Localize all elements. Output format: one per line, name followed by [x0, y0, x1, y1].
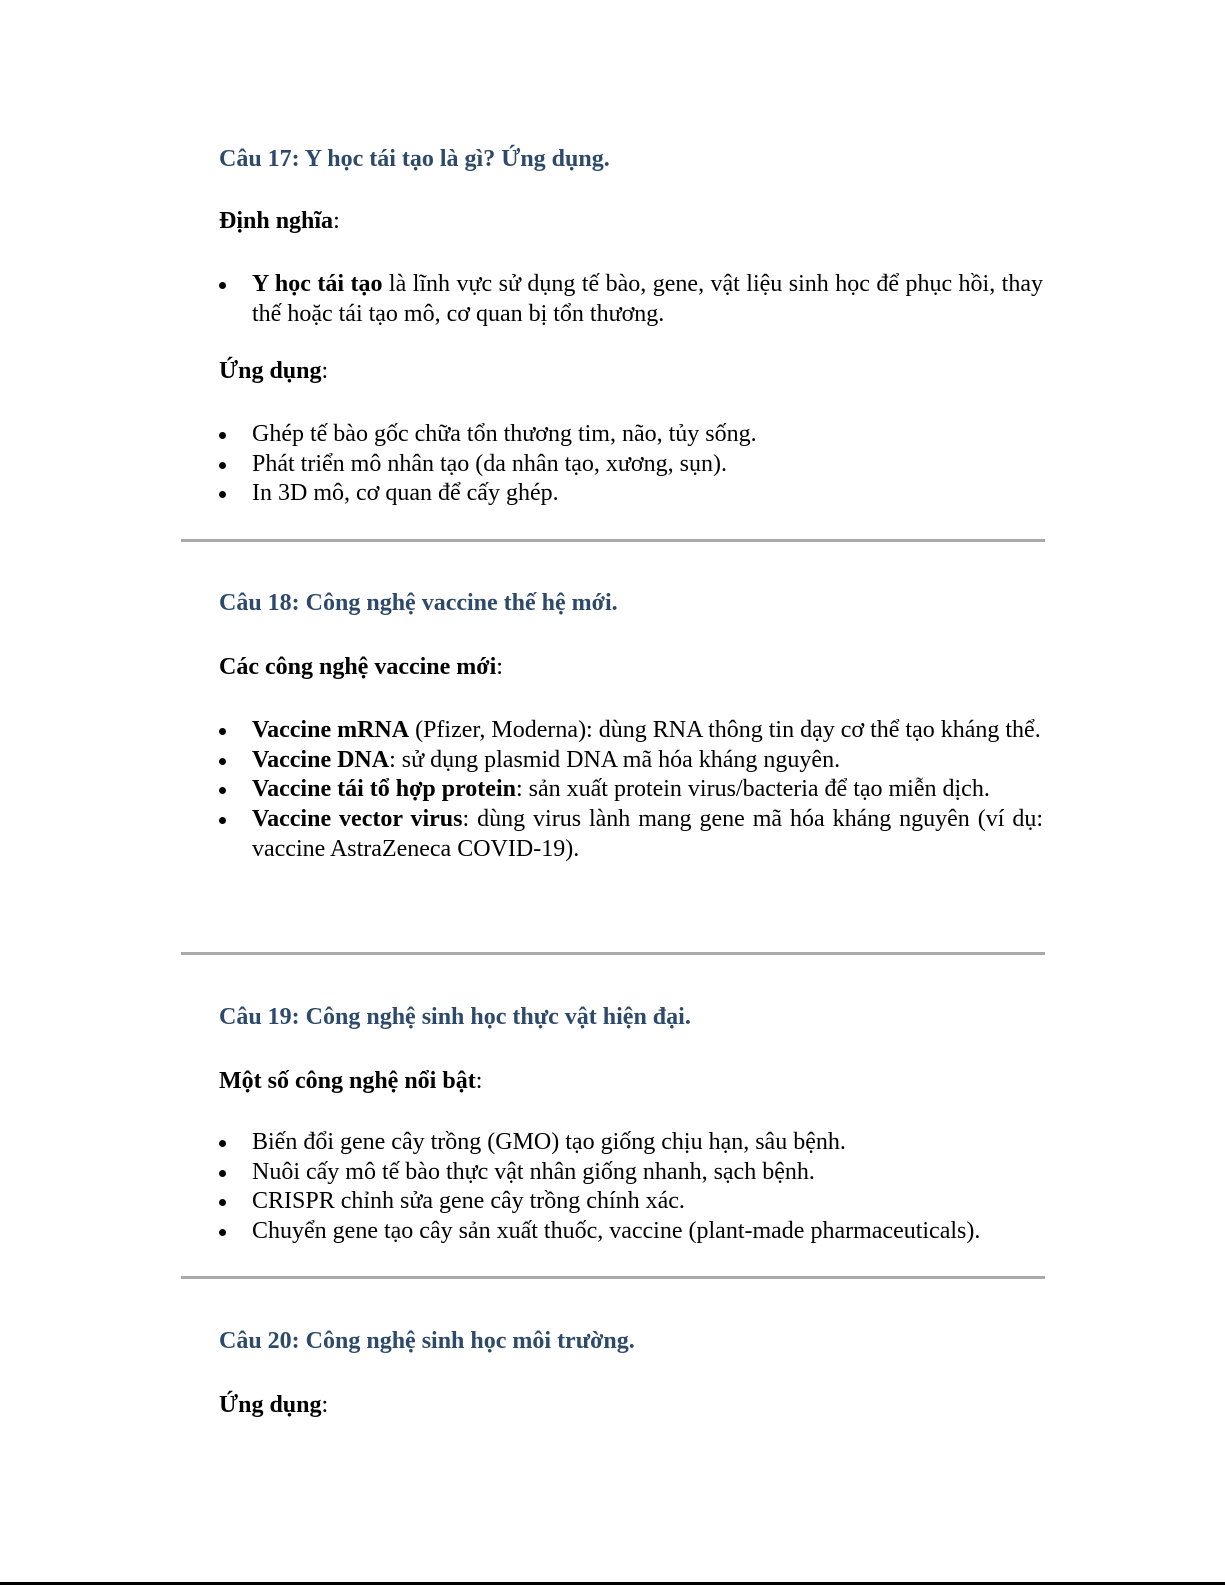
list-item: Chuyển gene tạo cây sản xuất thuốc, vaccine (plant-made pharmaceuticals).	[252, 1218, 981, 1245]
list-item: Vaccine mRNA (Pfizer, Moderna): dùng RNA thông tin dạy cơ thể tạo kháng thể.	[252, 717, 1041, 743]
section-divider	[181, 1276, 1045, 1279]
section-divider	[181, 952, 1045, 955]
section-17-applications-heading: Ứng dụng:	[219, 358, 329, 384]
list-item: Vaccine DNA: sử dụng plasmid DNA mã hóa kháng nguyên.	[252, 746, 841, 773]
section-17-applications-list	[219, 420, 1043, 509]
question-17-title: Câu 17: Y học tái tạo là gì? Ứng dụng.	[219, 146, 610, 172]
section-divider	[181, 539, 1045, 542]
section-18-technologies-heading: Các công nghệ vaccine mới:	[219, 654, 503, 680]
list-item: Y học tái tạo là lĩnh vực sử dụng tế bào, gene, vật liệu sinh học để phục hồi, thay thế hoặc tái tạo mô, cơ quan bị tổn thương.	[252, 271, 1044, 327]
section-17-definition-heading: Định nghĩa:	[219, 208, 340, 234]
list-item: Vaccine tái tổ hợp protein: sản xuất protein virus/bacteria để tạo miễn dịch.	[252, 776, 990, 803]
section-20-applications-heading: Ứng dụng:	[219, 1392, 329, 1418]
question-19-title: Câu 19: Công nghệ sinh học thực vật hiện đại.	[219, 1004, 691, 1030]
section-19-technologies-list	[219, 1128, 1043, 1247]
list-item: Phát triển mô nhân tạo (da nhân tạo, xương, sụn).	[252, 450, 727, 477]
list-item: Vaccine vector virus: dùng virus lành mang gene mã hóa kháng nguyên (ví dụ: vaccine AstraZeneca COVID-19).	[252, 806, 1044, 862]
list-item: Nuôi cấy mô tế bào thực vật nhân giống nhanh, sạch bệnh.	[252, 1158, 815, 1185]
question-18-title: Câu 18: Công nghệ vaccine thế hệ mới.	[219, 590, 618, 616]
list-item: CRISPR chỉnh sửa gene cây trồng chính xác.	[252, 1188, 685, 1215]
list-item: Biến đổi gene cây trồng (GMO) tạo giống chịu hạn, sâu bệnh.	[252, 1129, 846, 1155]
list-item: In 3D mô, cơ quan để cấy ghép.	[252, 480, 559, 507]
section-18-technologies-list	[219, 716, 1043, 865]
section-17-definition-list	[219, 270, 1043, 329]
section-19-technologies-heading: Một số công nghệ nổi bật:	[219, 1068, 483, 1094]
question-20-title: Câu 20: Công nghệ sinh học môi trường.	[219, 1328, 635, 1354]
list-item: Ghép tế bào gốc chữa tổn thương tim, não, tủy sống.	[252, 421, 757, 447]
